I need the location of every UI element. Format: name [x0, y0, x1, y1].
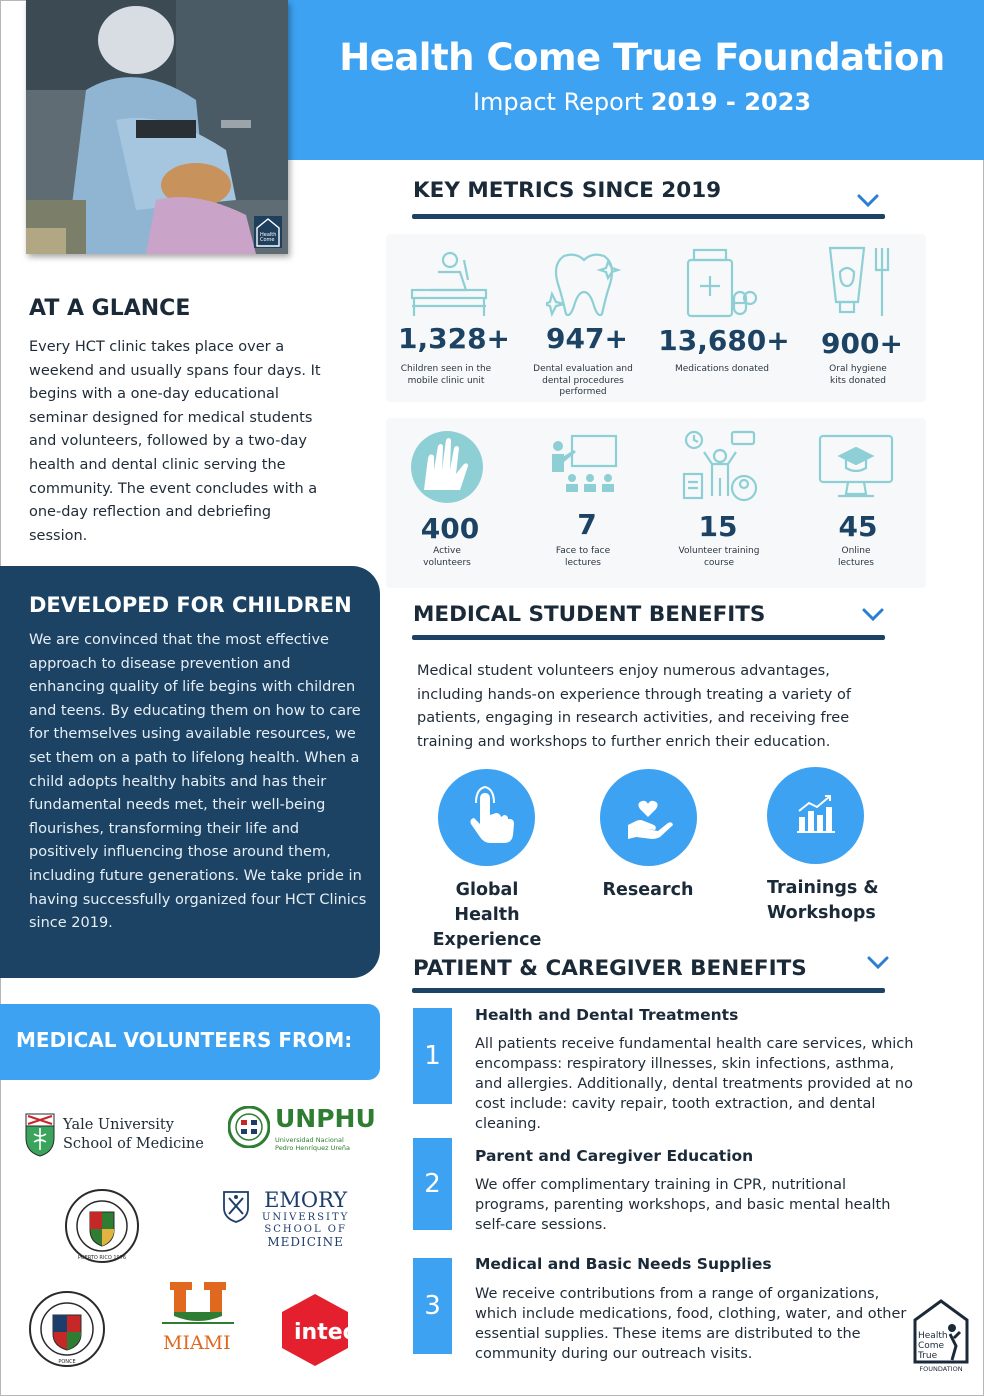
emory-name: EMORY [264, 1188, 348, 1212]
subtitle-prefix: Impact Report [472, 88, 644, 116]
benefit-number-1: 1 [413, 1008, 452, 1104]
report-subtitle [300, 88, 984, 116]
benefit-title-1: Health and Dental Treatments [475, 1006, 739, 1024]
metric-value-medications: 13,680+ [658, 324, 790, 357]
hct-logo-line-4: FOUNDATION [919, 1365, 963, 1373]
metric-value-dental-procedures: 947+ [546, 322, 628, 355]
trainings-line-1: Trainings & [767, 878, 879, 898]
unphu-logo-text: UNPHU [275, 1104, 376, 1133]
global-health-circle [438, 769, 535, 866]
yale-line-1: Yale University [63, 1117, 174, 1133]
hct-photo-badge [254, 216, 282, 248]
emory-line-2: SCHOOL OF [264, 1224, 347, 1235]
global-health-label [425, 878, 549, 953]
benefit-text-3: We receive contributions from a range of organizations, which include medications, food, clothing, water, and other essential supplies. These items are distributed to the community during our outreach visits. [475, 1286, 907, 1362]
metric-label-dental-procedures: Dental evaluation and dental procedures performed [533, 364, 633, 397]
miami-u-icon [162, 1282, 234, 1332]
emory-logo-text [262, 1188, 349, 1248]
research-circle [600, 769, 697, 866]
medical-volunteers-heading: MEDICAL VOLUNTEERS FROM: [16, 1028, 353, 1052]
developed-for-children-text: We are convinced that the most effective approach to disease prevention and enhancing quality of life begins with children and teens. By educating them on how to care for themselves using available resources, we set them on a path to lifelong health. When a child adopts healthy habits and has their fundamental needs met, their well-being flourishes, transforming their life and positively influencing those around them, including future generations. We take pride in having successfully organized four HCT Clinics since 2019. [29, 632, 367, 932]
medical-student-benefits-text: Medical student volunteers enjoy numerous advantages, including hands-on experience through treating a variety of patients, engaging in research activities, and receiving free training and workshops to further enrich their education. [417, 663, 851, 750]
emory-shield-icon [222, 1190, 250, 1228]
benefit-title-3: Medical and Basic Needs Supplies [475, 1255, 772, 1273]
medical-student-benefits-rule [412, 635, 885, 640]
metric-value-children-seen: 1,328+ [397, 322, 511, 355]
unphu-line-1: Universidad Nacional [275, 1136, 344, 1144]
clinic-photo [26, 0, 288, 254]
global-health-line-1: Global Health [454, 880, 520, 925]
unphu-line-2: Pedro Henríquez Ureña [275, 1144, 350, 1152]
hct-logo-line-2: Come [918, 1341, 945, 1351]
trainings-circle [767, 767, 864, 864]
miami-logo-text: MIAMI [163, 1332, 231, 1354]
yale-logo-text [63, 1116, 204, 1154]
metric-label-children-seen: Children seen in the mobile clinic unit [400, 364, 492, 386]
benefit-text-1: All patients receive fundamental health care services, which encompass: respiratory illnesses, skin infections, asthma, and allergies. Additionally, dental treatments provided at no cost include: cavity repair, tooth extraction, and dental cleaning. [475, 1036, 914, 1132]
raised-hands-icon [410, 430, 484, 504]
hct-logo-line-3: True [918, 1351, 938, 1361]
benefit-number-2: 2 [413, 1138, 452, 1230]
upr-ponce-seal-icon [28, 1290, 106, 1372]
metric-label-medications: Medications donated [675, 364, 769, 374]
svg-text:PUERTO RICO 1976: PUERTO RICO 1976 [77, 1255, 127, 1261]
key-metrics-heading: KEY METRICS SINCE 2019 [413, 178, 722, 203]
metric-value-active-volunteers: 400 [420, 512, 480, 545]
research-label [596, 878, 700, 903]
patient-caregiver-chevron-down-icon[interactable] [867, 956, 889, 970]
intec-logo-text: intec [294, 1320, 356, 1345]
hand-pointer-icon [438, 769, 535, 866]
metric-value-online-lectures: 45 [838, 510, 878, 543]
trainings-label [767, 876, 887, 926]
metric-label-training-course: Volunteer training course [678, 546, 760, 568]
key-metrics-rule [412, 214, 885, 219]
metric-label-face-to-face-lectures: Face to face lectures [555, 546, 611, 568]
metric-value-face-to-face-lectures: 7 [577, 508, 597, 541]
header-band [288, 0, 984, 160]
benefit-number-3: 3 [413, 1258, 452, 1354]
svg-text:Come: Come [260, 237, 275, 243]
training-course-icon [682, 430, 758, 504]
at-a-glance-heading: AT A GLANCE [29, 296, 191, 321]
toothpaste-brush-icon [826, 246, 896, 320]
trainings-line-2: Workshops [767, 903, 876, 923]
report-title: Health Come True Foundation [339, 36, 945, 79]
metric-label-active-volunteers: Active volunteers [423, 546, 471, 568]
global-health-line-2: Experience [432, 930, 542, 950]
emory-line-3: MEDICINE [267, 1235, 344, 1249]
hct-foundation-logo [912, 1298, 970, 1374]
subtitle-years: 2019 - 2023 [650, 88, 812, 116]
benefit-title-2: Parent and Caregiver Education [475, 1147, 754, 1165]
yale-shield-icon [24, 1112, 56, 1162]
online-lecture-icon [818, 434, 894, 500]
medical-student-chevron-down-icon[interactable] [862, 608, 884, 622]
heart-hand-icon [600, 769, 697, 866]
developed-for-children-heading: DEVELOPED FOR CHILDREN [29, 593, 352, 617]
classroom-icon [548, 432, 620, 496]
unphu-seal-icon [228, 1106, 270, 1152]
tooth-icon [546, 250, 622, 320]
metric-value-hygiene-kits: 900+ [821, 327, 903, 360]
universidad-central-caribe-seal-icon [64, 1188, 140, 1268]
at-a-glance-text: Every HCT clinic takes place over a weekend and usually spans four days. It begins with a one-day educational seminar designed for medical students and volunteers, followed by a two-day health and dental clinic serving the community. The event concludes with a one-day reflection and debriefing session. [29, 339, 321, 544]
research-line-1: Research [602, 880, 694, 900]
yale-line-2: School of Medicine [63, 1136, 204, 1152]
svg-text:Health: Health [260, 232, 277, 238]
benefit-text-2: We offer complimentary training in CPR, nutritional programs, parenting workshops, and basic mental health self-care sessions. [475, 1177, 891, 1233]
medication-bottle-icon [688, 250, 756, 316]
growth-chart-icon [767, 767, 864, 864]
emory-line-1: UNIVERSITY [262, 1212, 350, 1223]
metric-label-hygiene-kits: Oral hygiene kits donated [829, 364, 887, 386]
patient-caregiver-benefits-rule [412, 988, 885, 993]
metric-label-online-lectures: Online lectures [838, 546, 874, 568]
unphu-subtitle [275, 1136, 350, 1152]
key-metrics-chevron-down-icon[interactable] [857, 194, 879, 208]
patient-caregiver-benefits-heading: PATIENT & CAREGIVER BENEFITS [413, 956, 807, 981]
hct-logo-line-1: Health [918, 1331, 948, 1341]
metric-value-training-course: 15 [698, 510, 738, 543]
medical-student-benefits-heading: MEDICAL STUDENT BENEFITS [413, 602, 766, 627]
patient-bed-icon [408, 250, 490, 320]
svg-text:PONCE: PONCE [58, 1359, 76, 1365]
